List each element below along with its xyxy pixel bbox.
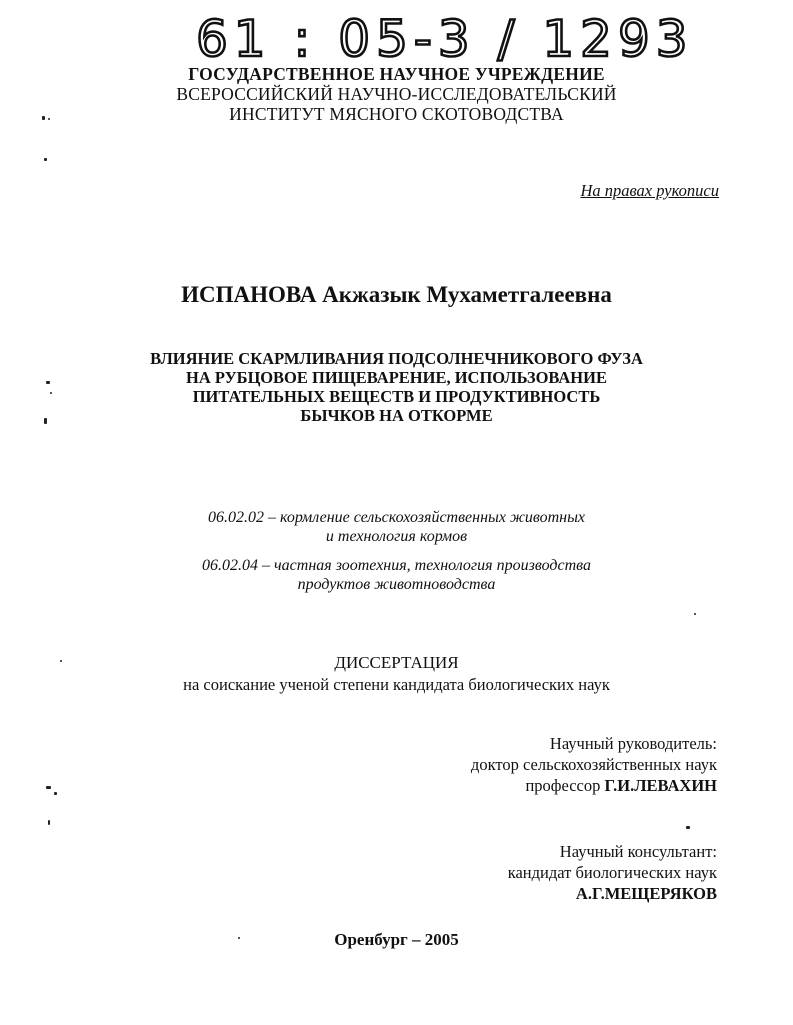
scan-speck	[694, 613, 696, 615]
institution-line-1: ГОСУДАРСТВЕННОЕ НАУЧНОЕ УЧРЕЖДЕНИЕ	[188, 64, 605, 84]
title-line-4: БЫЧКОВ НА ОТКОРМЕ	[300, 406, 493, 425]
scan-speck	[54, 792, 57, 795]
scan-speck	[44, 418, 47, 424]
scan-speck	[60, 660, 62, 662]
scan-speck	[42, 116, 45, 120]
supervisor-title: профессор	[525, 776, 601, 795]
title-line-2: НА РУБЦОВОЕ ПИЩЕВАРЕНИЕ, ИСПОЛЬЗОВАНИЕ	[186, 368, 607, 387]
rights-note: На правах рукописи	[580, 181, 719, 200]
consultant-role: Научный консультант:	[559, 842, 717, 861]
scan-speck	[686, 826, 690, 829]
supervisor-role: Научный руководитель:	[549, 734, 717, 753]
specialty-2-line-1: 06.02.04 – частная зоотехния, технология производства	[202, 557, 591, 574]
supervisor-name: Г.И.ЛЕВАХИН	[604, 776, 717, 795]
title-line-3: ПИТАТЕЛЬНЫХ ВЕЩЕСТВ И ПРОДУКТИВНОСТЬ	[192, 387, 601, 406]
scan-speck	[238, 937, 240, 939]
institution-line-3: ИНСТИТУТ МЯСНОГО СКОТОВОДСТВА	[229, 104, 564, 124]
dissertation-degree: на соискание ученой степени кандидата биологических наук	[183, 675, 610, 694]
scan-speck	[48, 820, 50, 825]
scan-speck	[50, 392, 52, 394]
author-name: ИСПАНОВА Акжазык Мухаметгалеевна	[181, 282, 612, 307]
archive-number-handwritten	[196, 6, 694, 68]
specialty-1-line-1: 06.02.02 – кормление сельскохозяйственных животных	[207, 509, 586, 526]
specialty-1-line-2: и технология кормов	[325, 528, 468, 545]
consultant-block	[508, 841, 717, 904]
supervisor-block	[471, 733, 717, 796]
scan-speck	[46, 381, 50, 384]
scan-speck	[46, 786, 51, 789]
dissertation-type: ДИССЕРТАЦИЯ	[334, 653, 459, 672]
scan-speck	[48, 118, 50, 120]
title-line-1: ВЛИЯНИЕ СКАРМЛИВАНИЯ ПОДСОЛНЕЧНИКОВОГО ФУЗА	[150, 349, 643, 368]
city-year: Оренбург – 2005	[334, 930, 459, 949]
supervisor-degree: доктор сельскохозяйственных наук	[470, 755, 717, 774]
consultant-name: А.Г.МЕЩЕРЯКОВ	[575, 884, 717, 903]
specialty-2-line-2: продуктов животноводства	[297, 576, 496, 593]
consultant-name-line	[508, 883, 717, 904]
archive-number-text: 61 : 05-3 / 1293	[196, 10, 694, 68]
supervisor-title-line	[471, 775, 717, 796]
institution-line-2: ВСЕРОССИЙСКИЙ НАУЧНО-ИССЛЕДОВАТЕЛЬСКИЙ	[176, 84, 617, 104]
consultant-degree: кандидат биологических наук	[507, 863, 717, 882]
scan-speck	[44, 158, 47, 161]
